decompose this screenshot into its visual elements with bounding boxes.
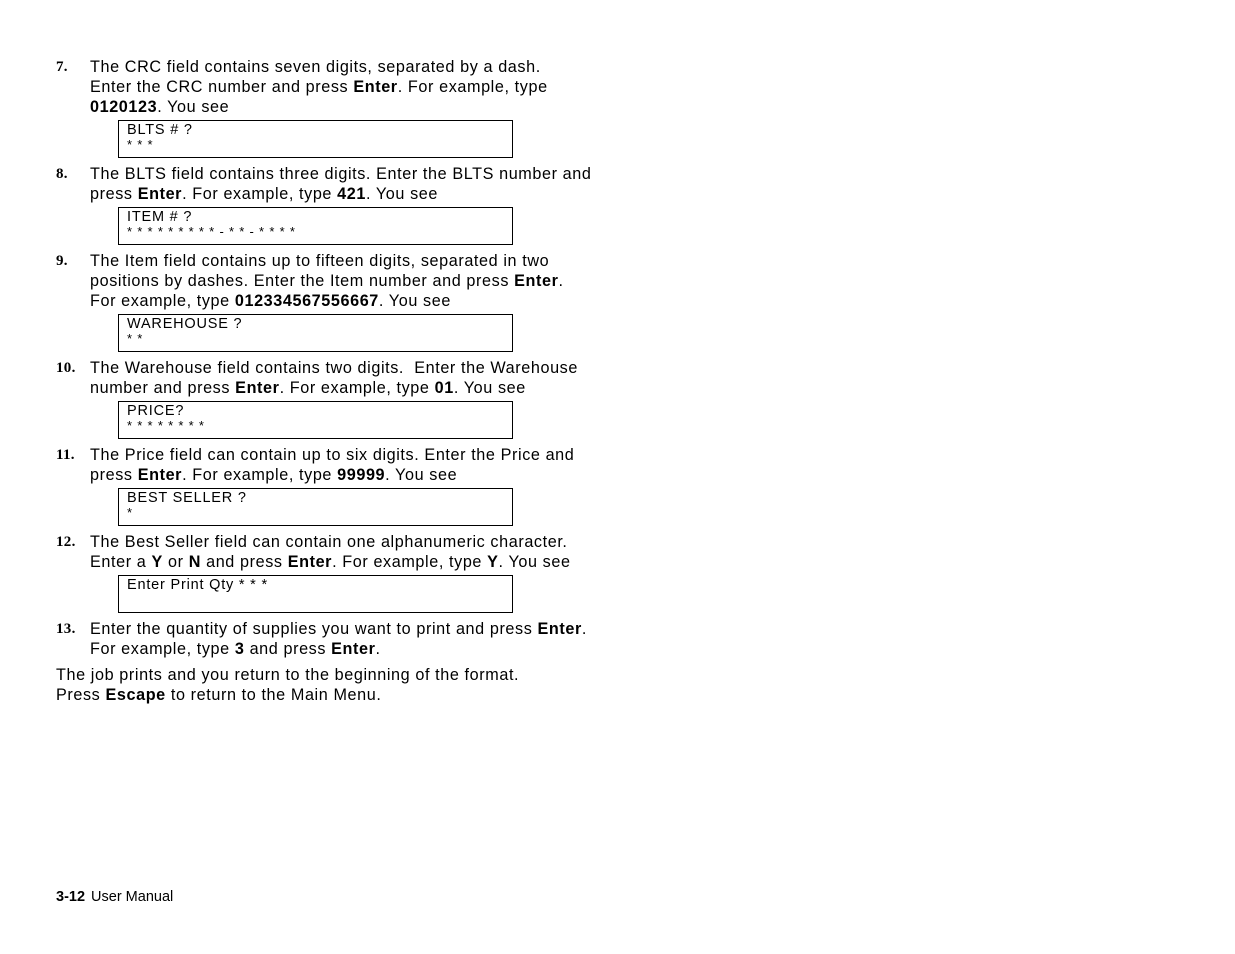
screen-mask: * *: [127, 331, 144, 346]
screen-prompt: BLTS # ?: [127, 122, 193, 138]
step-line: The Price field can contain up to six digits. Enter the Price and: [90, 446, 575, 464]
screen-prompt: Enter Print Qty * * *: [127, 577, 268, 593]
example-value: 01: [434, 379, 454, 397]
key-name: Enter: [353, 78, 398, 96]
key-name: N: [188, 553, 201, 571]
step-number: 13.: [56, 621, 76, 637]
key-name: Enter: [137, 185, 183, 203]
step-line: The BLTS field contains three digits. Enter the BLTS number and: [90, 165, 592, 183]
step-text: [90, 251, 564, 311]
key-name: Enter: [514, 272, 559, 290]
step-number: 9.: [56, 253, 68, 269]
screen-display: [118, 575, 513, 613]
screen-mask: * * * * * * * *: [127, 418, 205, 433]
step-number: 11.: [56, 447, 75, 463]
key-name: Enter: [137, 466, 183, 484]
key-name: Enter: [331, 640, 376, 658]
step-line: 0120123. You see: [90, 98, 230, 116]
screen-display: [118, 401, 513, 439]
screen-prompt: WAREHOUSE ?: [127, 316, 243, 332]
page-number: 3-12: [56, 889, 86, 905]
key-name: Enter: [235, 379, 280, 397]
step-number: 12.: [56, 534, 76, 550]
screen-mask: * * * * * * * * * - * * - * * * *: [127, 224, 296, 239]
page-footer: [56, 888, 173, 906]
step-line: For example, type 012334567556667. You see: [90, 292, 451, 310]
screen-display: [118, 120, 513, 158]
example-value: 0120123: [90, 98, 158, 116]
step-line: Enter a Y or N and press Enter. For example, type Y. You see: [90, 553, 571, 571]
screen-mask: * * *: [127, 137, 154, 152]
closing-line: Press Escape to return to the Main Menu.: [56, 686, 382, 704]
example-value: 99999: [337, 466, 386, 484]
step-line: press Enter. For example, type 421. You see: [90, 185, 438, 203]
key-name: Enter: [287, 553, 333, 571]
step-line: Enter the quantity of supplies you want to print and press Enter.: [90, 620, 588, 638]
example-value: 012334567556667: [234, 292, 379, 310]
step-text: [90, 532, 571, 572]
screen-display: [118, 207, 513, 245]
screen-prompt: BEST SELLER ?: [127, 490, 247, 506]
key-name: Escape: [105, 686, 166, 704]
step-line: The Best Seller field can contain one alphanumeric character.: [90, 533, 568, 551]
step-text: [90, 619, 587, 659]
step-text: [90, 164, 592, 204]
step-number: 7.: [56, 59, 68, 75]
step-line: positions by dashes. Enter the Item number and press Enter.: [90, 272, 564, 290]
step-number: 8.: [56, 166, 68, 182]
screen-mask: *: [127, 505, 133, 520]
key-name: Enter: [537, 620, 582, 638]
closing-paragraph: [56, 665, 696, 705]
example-value: Y: [487, 553, 499, 571]
example-value: 3: [234, 640, 245, 658]
step-line: number and press Enter. For example, type 01. You see: [90, 379, 526, 397]
step-number: 10.: [56, 360, 76, 376]
step-line: Enter the CRC number and press Enter. For example, type: [90, 78, 548, 96]
step-line: press Enter. For example, type 99999. You see: [90, 466, 458, 484]
screen-prompt: PRICE?: [127, 403, 185, 419]
screen-display: [118, 488, 513, 526]
step-line: The Warehouse field contains two digits. Enter the Warehouse: [90, 359, 578, 377]
screen-prompt: ITEM # ?: [127, 209, 193, 225]
key-name: Y: [151, 553, 163, 571]
example-value: 421: [337, 185, 366, 203]
manual-title: User Manual: [91, 889, 174, 905]
step-line: The CRC field contains seven digits, separated by a dash.: [90, 58, 541, 76]
closing-line: The job prints and you return to the beginning of the format.: [56, 666, 520, 684]
step-line: For example, type 3 and press Enter.: [90, 640, 381, 658]
step-line: The Item field contains up to fifteen digits, separated in two: [90, 252, 550, 270]
screen-display: [118, 314, 513, 352]
step-text: [90, 445, 574, 485]
step-text: [90, 57, 548, 117]
step-text: [90, 358, 578, 398]
